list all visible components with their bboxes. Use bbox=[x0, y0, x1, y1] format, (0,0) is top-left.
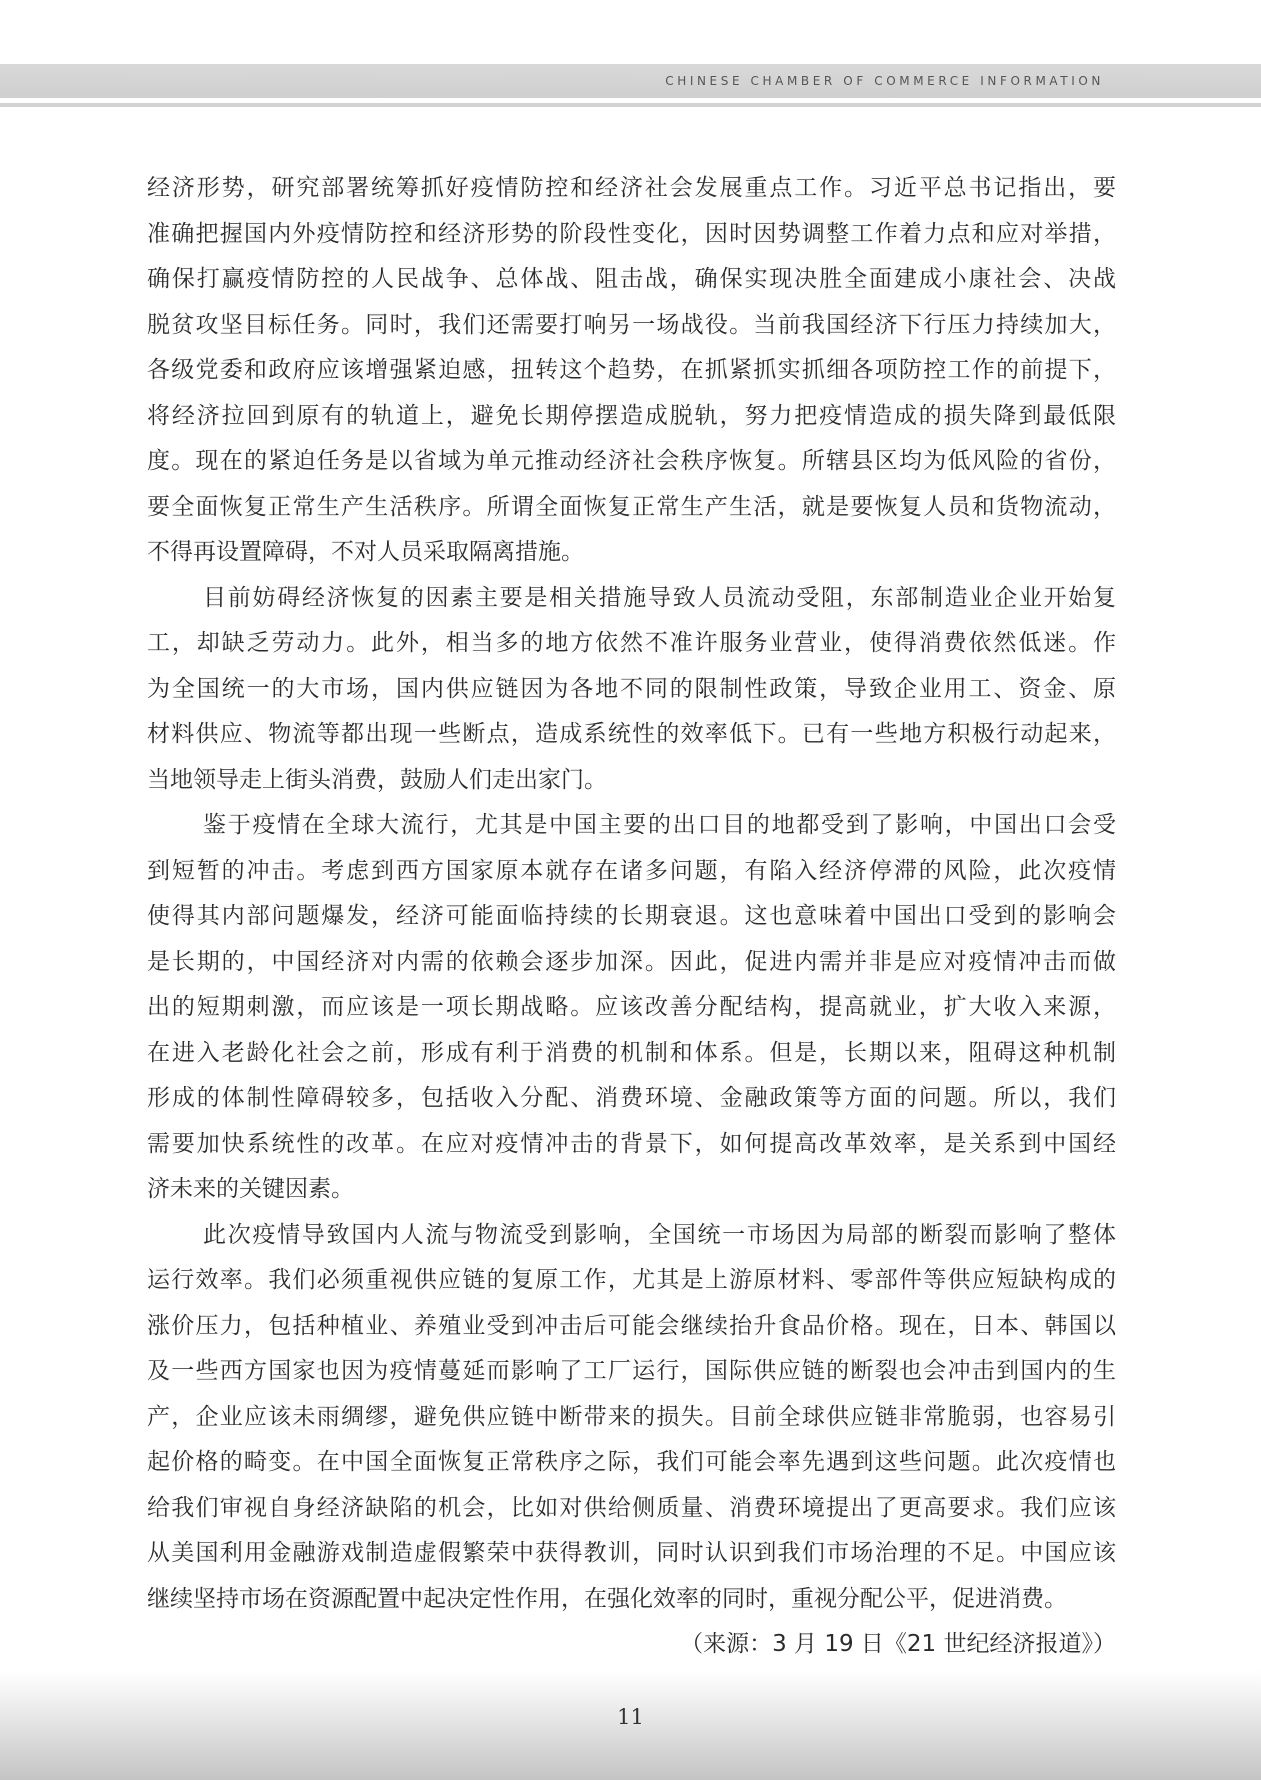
text-line: 工，却缺乏劳动力。此外，相当多的地方依然不准许服务业营业，使得消费依然低迷。作 bbox=[147, 630, 1116, 656]
text-line: 材料供应、物流等都出现一些断点，造成系统性的效率低下。已有一些地方积极行动起来， bbox=[147, 721, 1116, 747]
text-line: 形成的体制性障碍较多，包括收入分配、消费环境、金融政策等方面的问题。所以，我们 bbox=[147, 1085, 1116, 1111]
text-line: 产，企业应该未雨绸缪，避免供应链中断带来的损失。目前全球供应链非常脆弱，也容易引 bbox=[147, 1403, 1116, 1430]
text-line: 不得再设置障碍，不对人员采取隔离措施。 bbox=[147, 539, 584, 565]
text-line: 是长期的，中国经济对内需的依赖会逐步加深。因此，促进内需并非是应对疫情冲击而做 bbox=[147, 948, 1116, 975]
text-line: 目前妨碍经济恢复的因素主要是相关措施导致人员流动受阻，东部制造业企业开始复 bbox=[203, 584, 1116, 611]
text-line: 涨价压力，包括种植业、养殖业受到冲击后可能会继续抬升食品价格。现在，日本、韩国以 bbox=[147, 1312, 1116, 1339]
text-line: 度。现在的紧迫任务是以省域为单元推动经济社会秩序恢复。所辖县区均为低风险的省份， bbox=[147, 448, 1116, 474]
article-body bbox=[147, 166, 1116, 1668]
paragraph bbox=[147, 576, 1116, 804]
text-line: 确保打赢疫情防控的人民战争、总体战、阻击战，确保实现决胜全面建成小康社会、决战 bbox=[147, 266, 1116, 292]
text-line: 鉴于疫情在全球大流行，尤其是中国主要的出口目的地都受到了影响，中国出口会受 bbox=[203, 812, 1116, 838]
text-line: 准确把握国内外疫情防控和经济形势的阶段性变化，因时因势调整工作着力点和应对举措， bbox=[147, 220, 1116, 247]
text-line: 起价格的畸变。在中国全面恢复正常秩序之际，我们可能会率先遇到这些问题。此次疫情也 bbox=[147, 1449, 1116, 1475]
text-line: 当地领导走上街头消费，鼓励人们走出家门。 bbox=[147, 766, 607, 793]
text-line: 运行效率。我们必须重视供应链的复原工作，尤其是上游原材料、零部件等供应短缺构成的 bbox=[147, 1267, 1116, 1293]
text-line: 需要加快系统性的改革。在应对疫情冲击的背景下，如何提高改革效率，是关系到中国经 bbox=[147, 1130, 1116, 1157]
text-line: 到短暂的冲击。考虑到西方国家原本就存在诸多问题，有陷入经济停滞的风险，此次疫情 bbox=[147, 857, 1116, 884]
text-line: 脱贫攻坚目标任务。同时，我们还需要打响另一场战役。当前我国经济下行压力持续加大， bbox=[147, 311, 1116, 338]
paragraph bbox=[147, 1213, 1116, 1623]
text-line: 从美国利用金融游戏制造虚假繁荣中获得教训，同时认识到我们市场治理的不足。中国应该 bbox=[147, 1540, 1116, 1566]
text-line: 使得其内部问题爆发，经济可能面临持续的长期衰退。这也意味着中国出口受到的影响会 bbox=[147, 903, 1116, 929]
text-line: 济未来的关键因素。 bbox=[147, 1176, 354, 1202]
text-line: 要全面恢复正常生产生活秩序。所谓全面恢复正常生产生活，就是要恢复人员和货物流动， bbox=[147, 493, 1116, 520]
text-line: 为全国统一的大市场，国内供应链因为各地不同的限制性政策，导致企业用工、资金、原 bbox=[147, 675, 1116, 702]
source-citation: （来源：3 月 19 日《21 世纪经济报道》） bbox=[680, 1631, 1116, 1657]
page-number: 11 bbox=[617, 1705, 644, 1729]
text-line: 给我们审视自身经济缺陷的机会，比如对供给侧质量、消费环境提出了更高要求。我们应该 bbox=[147, 1494, 1116, 1521]
text-line: 此次疫情导致国内人流与物流受到影响，全国统一市场因为局部的断裂而影响了整体 bbox=[203, 1221, 1116, 1248]
text-line: 经济形势，研究部署统筹抓好疫情防控和经济社会发展重点工作。习近平总书记指出，要 bbox=[147, 175, 1116, 201]
header-rule bbox=[0, 103, 1261, 107]
text-line: 将经济拉回到原有的轨道上，避免长期停摆造成脱轨，努力把疫情造成的损失降到最低限 bbox=[147, 402, 1116, 429]
text-line: 继续坚持市场在资源配置中起决定性作用，在强化效率的同时，重视分配公平，促进消费。 bbox=[147, 1585, 1067, 1612]
text-line: 出的短期刺激，而应该是一项长期战略。应该改善分配结构，提高就业，扩大收入来源， bbox=[147, 994, 1116, 1020]
paragraph bbox=[147, 803, 1116, 1213]
text-line: 及一些西方国家也因为疫情蔓延而影响了工厂运行，国际供应链的断裂也会冲击到国内的生 bbox=[147, 1358, 1116, 1384]
text-line: 各级党委和政府应该增强紧迫感，扭转这个趋势，在抓紧抓实抓细各项防控工作的前提下， bbox=[147, 357, 1116, 383]
running-header: CHINESE CHAMBER OF COMMERCE INFORMATION bbox=[665, 74, 1104, 88]
text-line: 在进入老龄化社会之前，形成有利于消费的机制和体系。但是，长期以来，阻碍这种机制 bbox=[147, 1039, 1116, 1066]
paragraph bbox=[147, 166, 1116, 576]
